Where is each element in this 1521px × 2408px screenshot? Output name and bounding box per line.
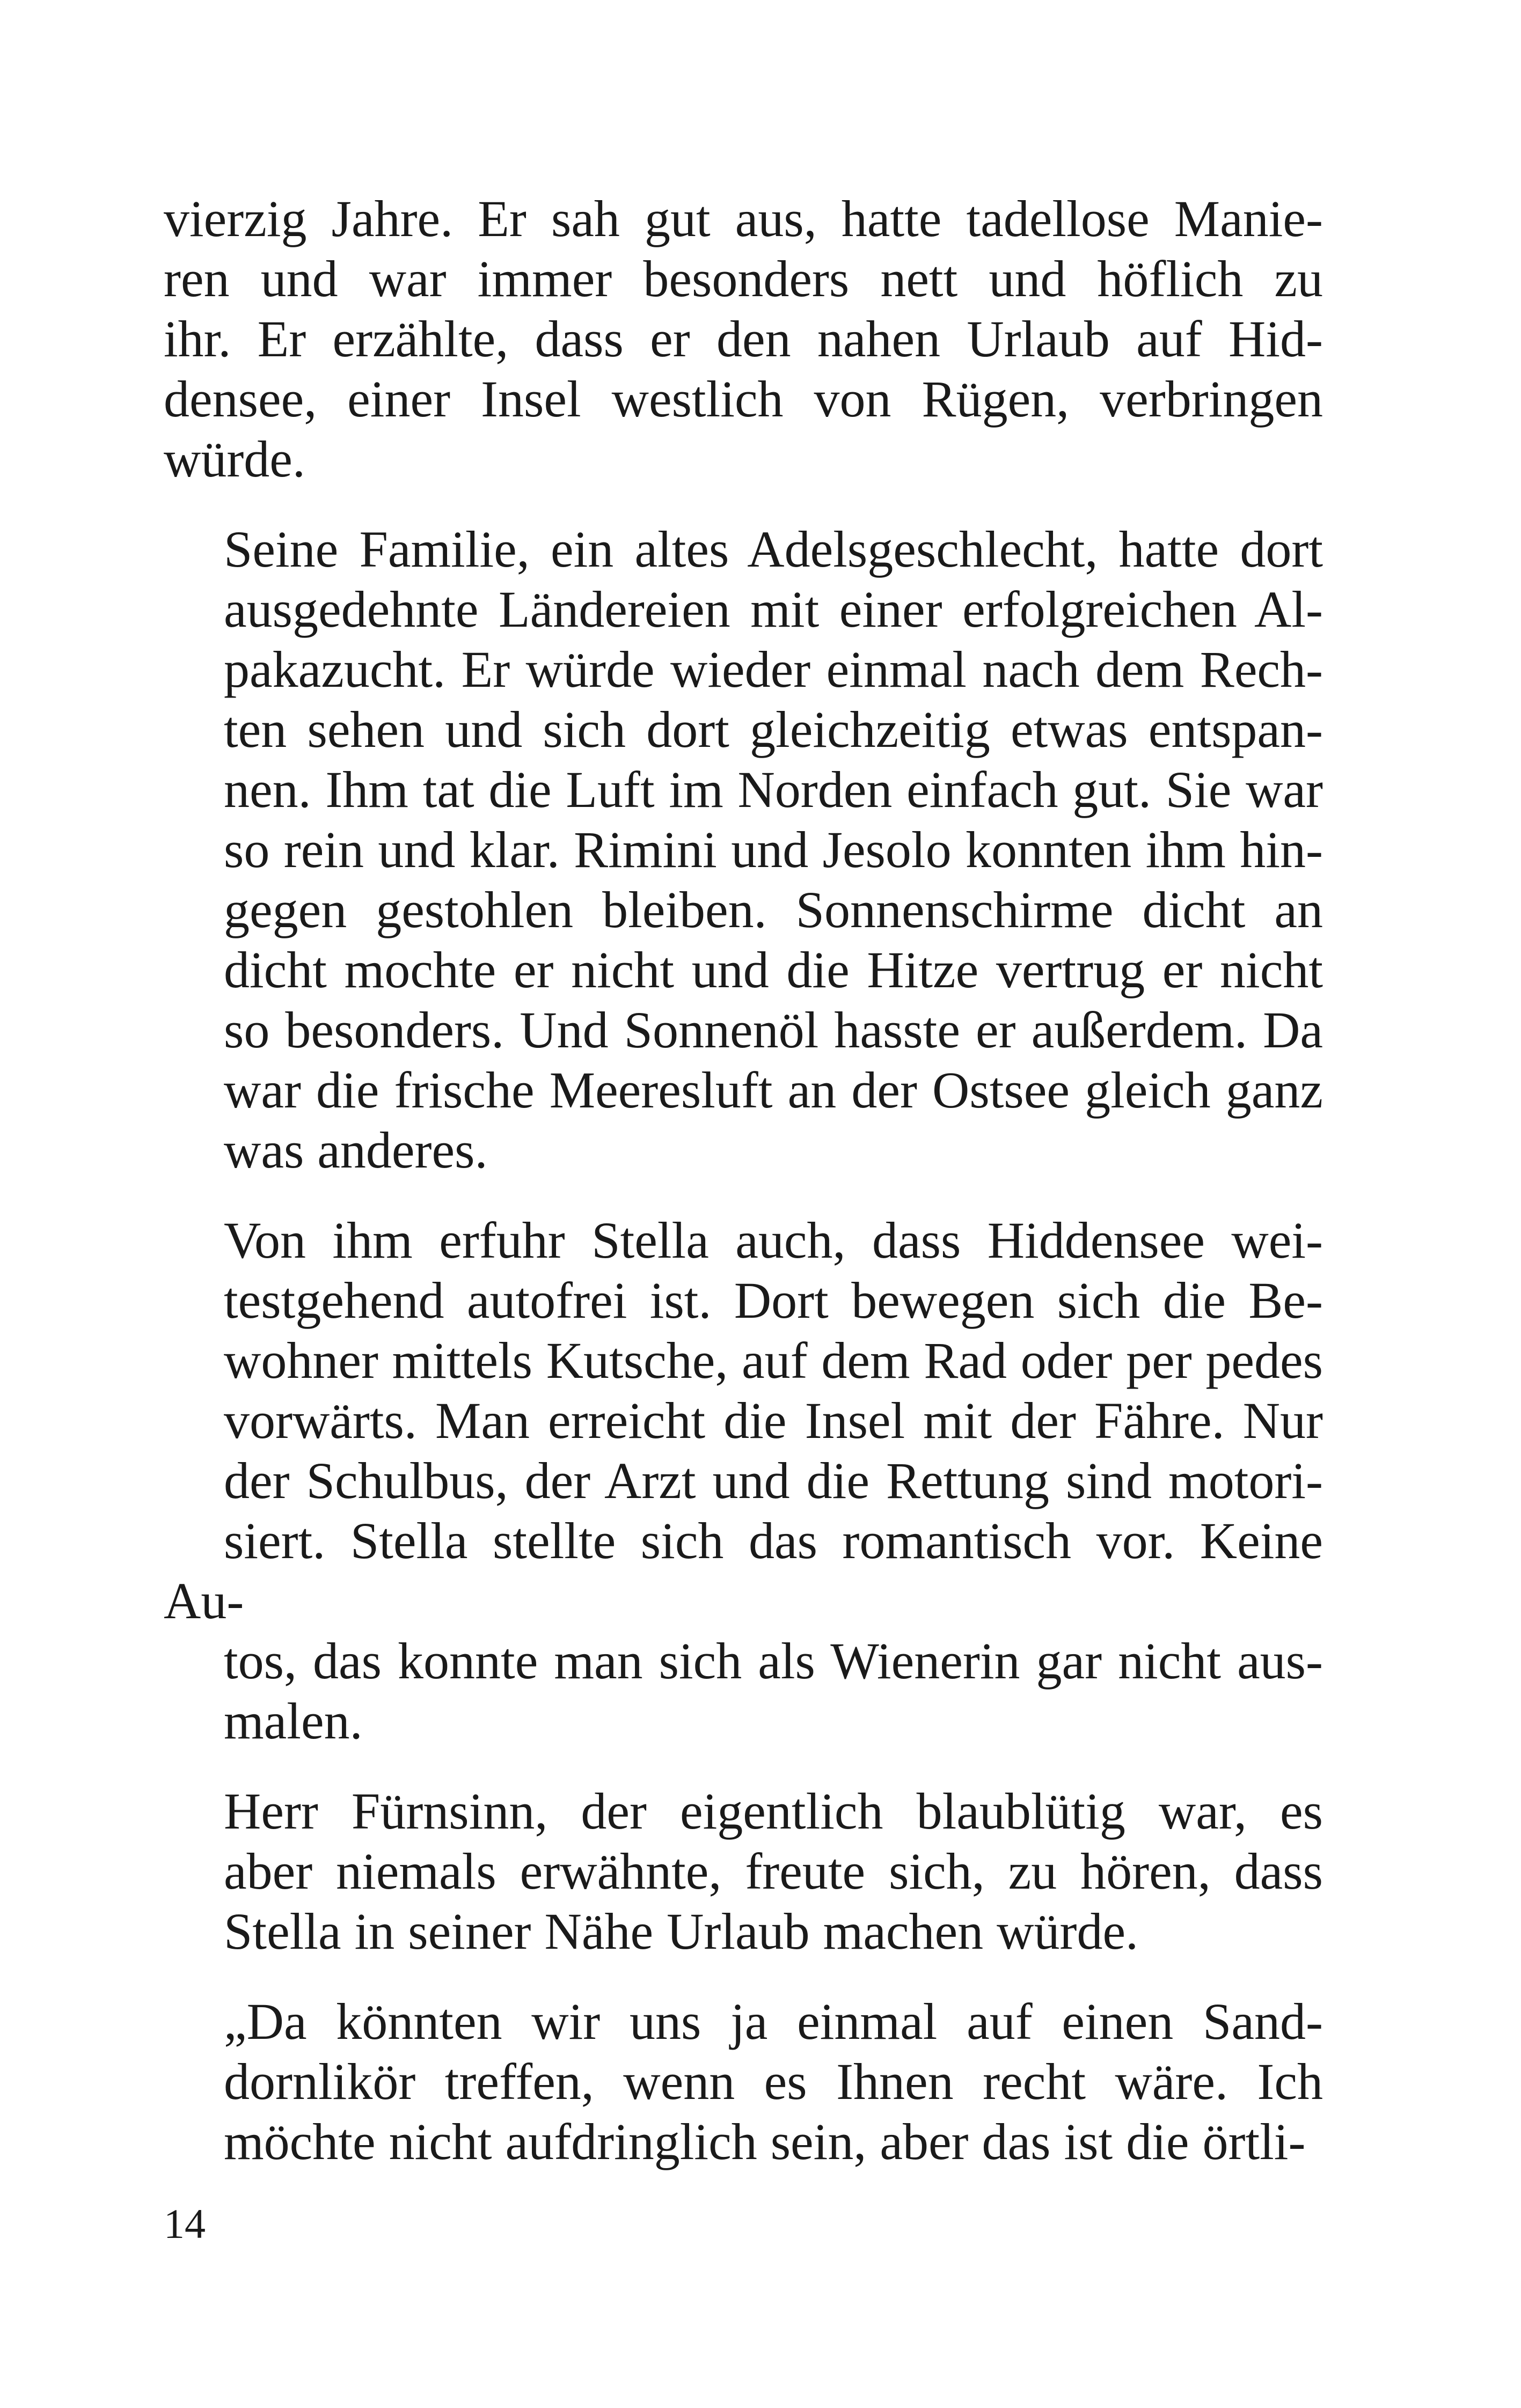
text-line: Stella in seiner Nähe Urlaub machen würde. — [224, 1903, 1139, 1960]
text-line: tos, das konnte man sich als Wienerin gar nicht aus- — [224, 1632, 1323, 1690]
paragraph — [164, 1781, 1323, 1962]
body-text — [164, 189, 1323, 2202]
text-line: siert. Stella stellte sich das romantisch vor. Keine Au- — [164, 1512, 1323, 1629]
text-line: densee, einer Insel westlich von Rügen, verbringen — [164, 370, 1323, 428]
text-line: der Schulbus, der Arzt und die Rettung sind motori- — [224, 1452, 1323, 1509]
text-line: was anderes. — [224, 1121, 488, 1179]
text-line: ihr. Er erzählte, dass er den nahen Urlaub auf Hid- — [164, 310, 1323, 368]
paragraph — [164, 1992, 1323, 2172]
text-line: testgehend autofrei ist. Dort bewegen sich die Be- — [224, 1272, 1323, 1329]
text-line: nen. Ihm tat die Luft im Norden einfach gut. Sie war — [224, 761, 1323, 818]
text-line: ausgedehnte Ländereien mit einer erfolgreichen Al- — [224, 581, 1323, 638]
paragraph — [164, 189, 1323, 489]
text-line: vierzig Jahre. Er sah gut aus, hatte tadellose Manie- — [164, 190, 1323, 247]
text-line: aber niemals erwähnte, freute sich, zu hören, dass — [224, 1842, 1323, 1900]
text-line: war die frische Meeresluft an der Ostsee gleich ganz — [224, 1061, 1323, 1119]
text-line: wohner mittels Kutsche, auf dem Rad oder per pedes — [224, 1332, 1323, 1389]
text-line: ten sehen und sich dort gleichzeitig etwas entspan- — [224, 701, 1323, 758]
text-line: „Da könnten wir uns ja einmal auf einen Sand- — [224, 1993, 1323, 2050]
text-line: dicht mochte er nicht und die Hitze vertrug er nicht — [224, 941, 1323, 999]
text-line: möchte nicht aufdringlich sein, aber das ist die örtli- — [224, 2113, 1306, 2170]
text-line: ren und war immer besonders nett und höflich zu — [164, 250, 1323, 307]
paragraph — [164, 1210, 1323, 1751]
text-line: so besonders. Und Sonnenöl hasste er außerdem. Da — [224, 1001, 1323, 1059]
text-line: gegen gestohlen bleiben. Sonnenschirme dicht an — [224, 881, 1323, 938]
paragraph — [164, 519, 1323, 1180]
text-line: pakazucht. Er würde wieder einmal nach dem Rech- — [224, 641, 1323, 698]
text-line: dornlikör treffen, wenn es Ihnen recht wäre. Ich — [224, 2053, 1323, 2110]
page-number: 14 — [164, 2200, 206, 2247]
text-line: Von ihm erfuhr Stella auch, dass Hiddensee wei- — [224, 1212, 1323, 1269]
text-line: würde. — [164, 430, 305, 488]
text-line: vorwärts. Man erreicht die Insel mit der Fähre. Nur — [224, 1392, 1323, 1449]
text-line: malen. — [224, 1692, 363, 1750]
text-line: Herr Fürnsinn, der eigentlich blaublütig war, es — [224, 1782, 1323, 1840]
text-line: Seine Familie, ein altes Adelsgeschlecht, hatte dort — [224, 520, 1323, 578]
text-line: so rein und klar. Rimini und Jesolo konnten ihm hin- — [224, 821, 1323, 878]
